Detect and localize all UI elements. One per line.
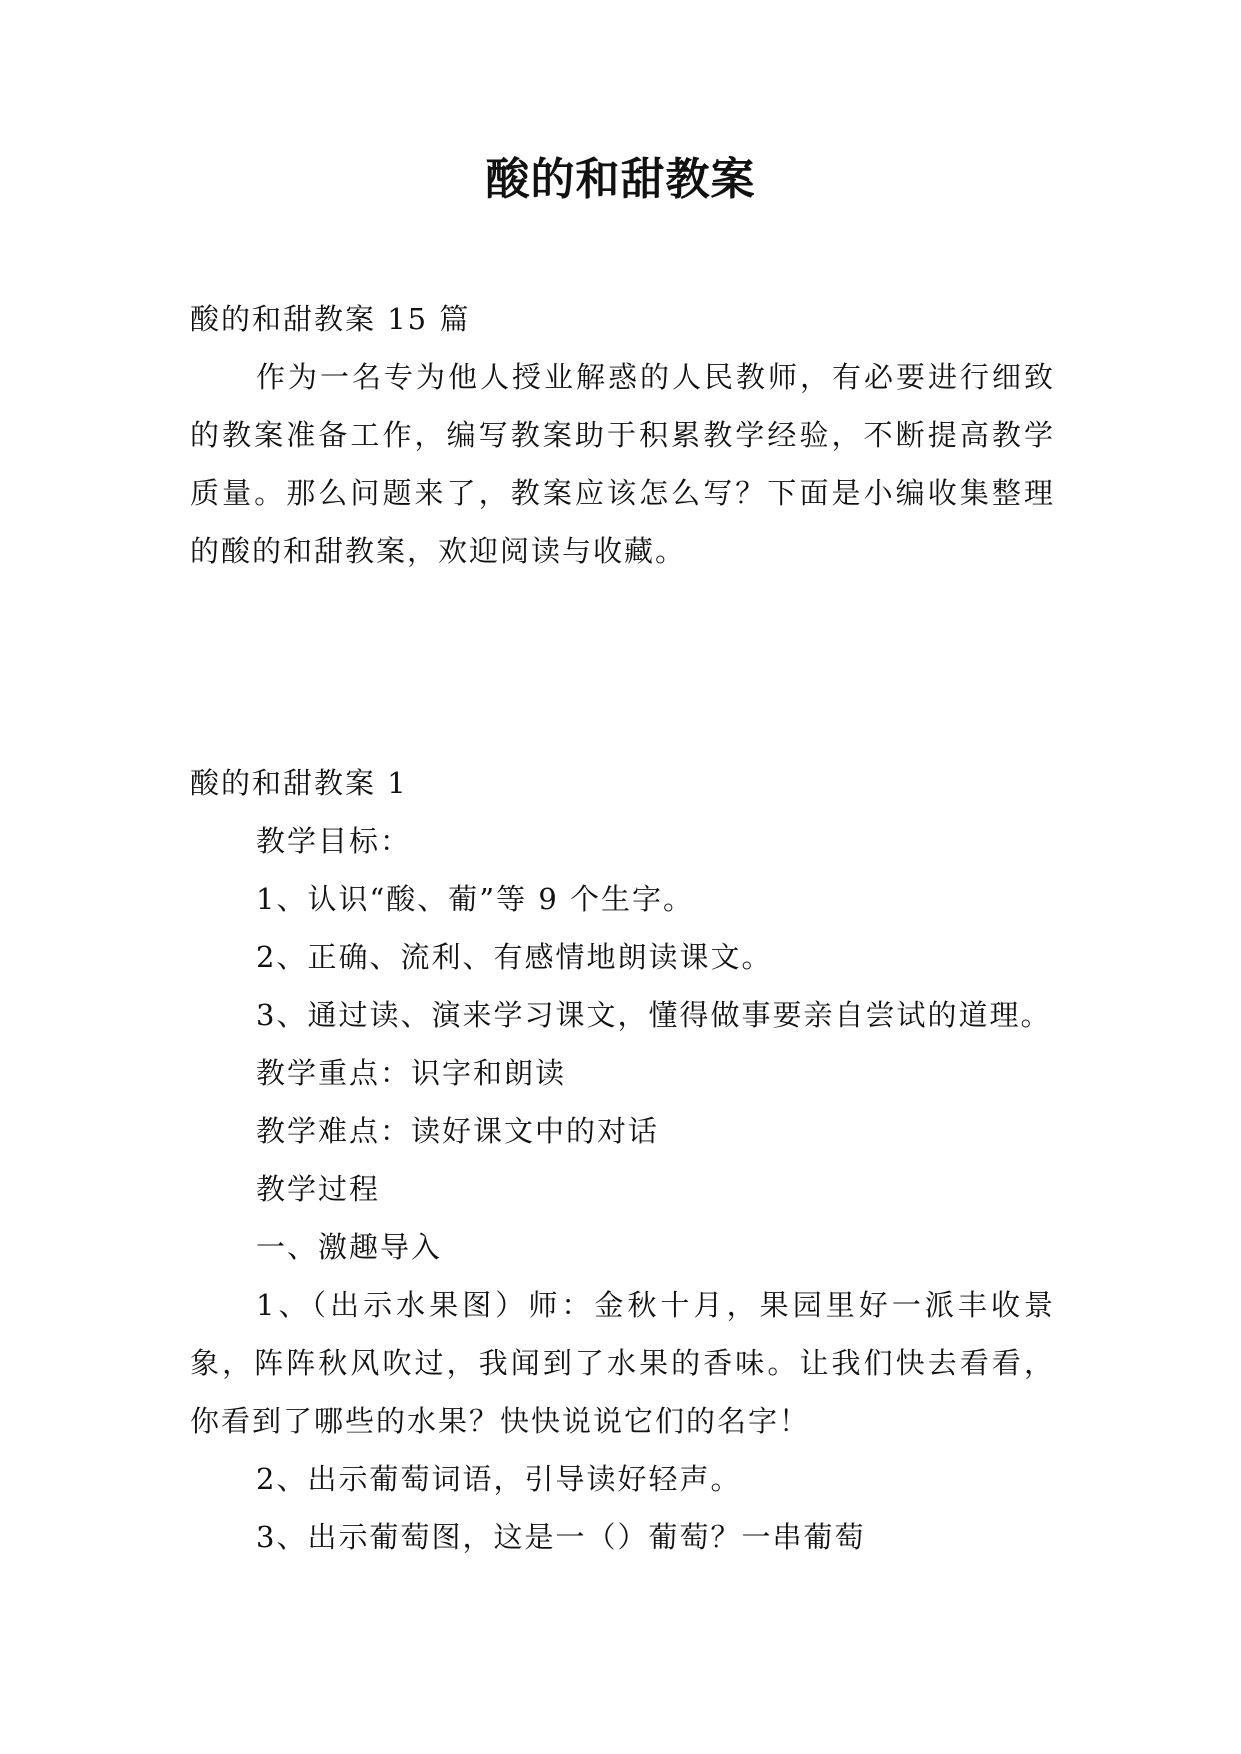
document-title: 酸的和甜教案 xyxy=(485,154,756,205)
section-spacer xyxy=(190,580,1055,754)
key-point: 教学重点：识字和朗读 xyxy=(256,1056,567,1090)
goal-item-1: 1、认识“酸、葡”等 9 个生字。 xyxy=(256,882,694,916)
collection-subtitle: 酸的和甜教案 15 篇 xyxy=(190,302,471,336)
section-heading: 酸的和甜教案 1 xyxy=(190,766,408,800)
document-body xyxy=(190,290,1055,1566)
goals-label: 教学目标： xyxy=(256,824,412,858)
difficulty-point: 教学难点：读好课文中的对话 xyxy=(256,1114,660,1148)
step-item-1: 1、（出示水果图）师：金秋十月，果园里好一派丰收景象，阵阵秋风吹过，我闻到了水果的香味。让我们快去看看，你看到了哪些的水果？快快说说它们的名字！ xyxy=(190,1288,1055,1438)
intro-paragraph: 作为一名专为他人授业解惑的人民教师，有必要进行细致的教案准备工作，编写教案助于积累教学经验，不断提高教学质量。那么问题来了，教案应该怎么写？下面是小编收集整理的酸的和甜教案，欢迎阅读与收藏。 xyxy=(190,360,1055,568)
step-item-3: 3、出示葡萄图，这是一（）葡萄？一串葡萄 xyxy=(256,1520,866,1554)
goal-item-2: 2、正确、流利、有感情地朗读课文。 xyxy=(256,940,773,974)
step-item-2: 2、出示葡萄词语，引导读好轻声。 xyxy=(256,1462,742,1496)
process-label: 教学过程 xyxy=(256,1172,381,1206)
step-heading: 一、激趣导入 xyxy=(256,1230,443,1264)
goal-item-3: 3、通过读、演来学习课文，懂得做事要亲自尝试的道理。 xyxy=(256,998,1052,1032)
